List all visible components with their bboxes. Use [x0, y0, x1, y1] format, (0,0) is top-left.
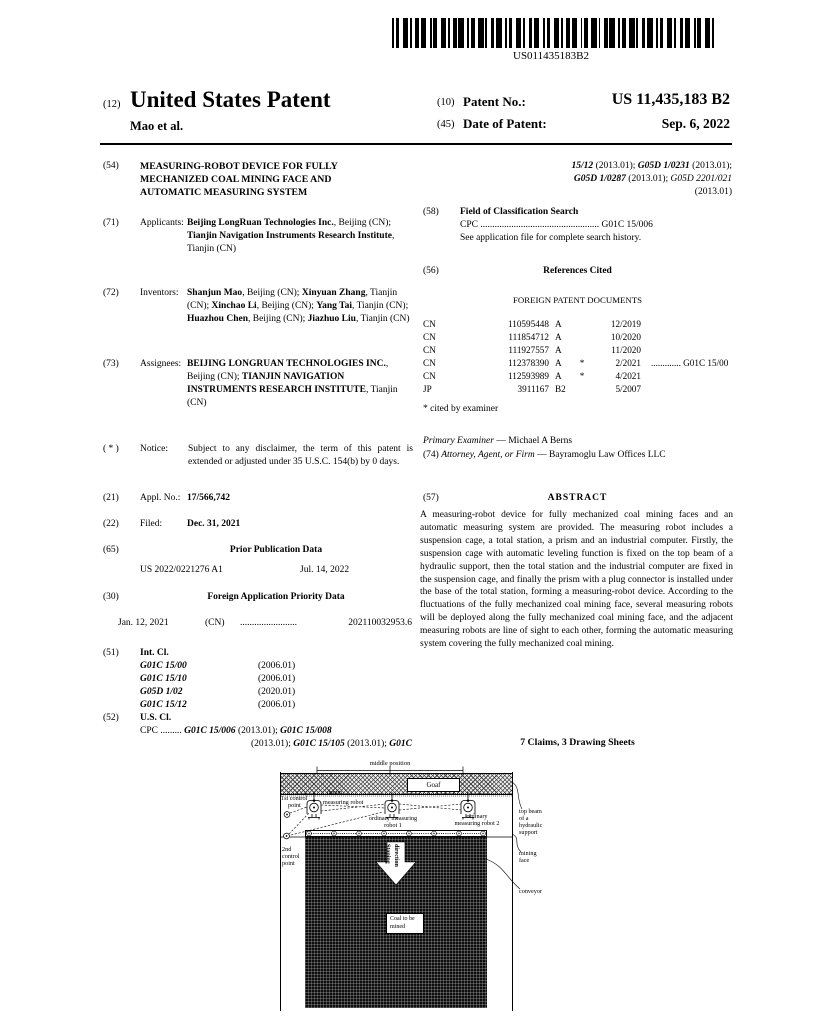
- coal-to-be-mined-box: [386, 913, 424, 934]
- document-title: United States Patent: [130, 87, 331, 112]
- doc-date: 10/2020: [610, 332, 641, 342]
- tag-22: (22): [103, 519, 119, 529]
- filed-label: Filed:: [140, 519, 163, 529]
- notice-text: Subject to any disclaimer, the term of this patent is extended or adjusted under 35 U.S.C. 154(b) by 0 days.: [188, 444, 413, 467]
- doc-class: [641, 344, 732, 357]
- date-of-patent-label: Date of Patent:: [463, 116, 547, 131]
- priority-country: (CN): [205, 618, 225, 628]
- top-beam-label: [519, 808, 542, 836]
- second-control-line-3: point: [282, 860, 295, 867]
- foreign-doc-row: [423, 344, 732, 357]
- doc-number: 111927557: [508, 345, 549, 355]
- prior-pub-number: US 2022/0221276 A1: [140, 565, 223, 575]
- field-search-heading: Field of Classification Search: [460, 207, 579, 217]
- tag-56: (56): [423, 266, 439, 276]
- ordinary-1-line-1: ordinary measuring: [368, 815, 418, 822]
- doc-country: CN: [423, 358, 436, 368]
- header-divider: [100, 143, 732, 145]
- doc-kind: A: [555, 371, 562, 381]
- inventors-text: Shanjun Mao, Beijing (CN); Xinyuan Zhang, Tianjin (CN); Xinchao Li, Beijing (CN); Yang Tai, Tianjin (CN); Huazhou Chen, Beijing (CN); Jiazhuo Liu, Tianjin (CN): [187, 288, 410, 324]
- ordinary-1-line-2: robot 1: [384, 822, 402, 829]
- foreign-docs-heading: FOREIGN PATENT DOCUMENTS: [512, 295, 643, 305]
- foreign-doc-row: [423, 331, 732, 344]
- ordinary-2-line-1: ordinary: [466, 813, 488, 820]
- first-control-line-1: 1st control: [281, 795, 308, 802]
- tag-73: (73): [103, 359, 119, 369]
- ordinary-robot-2-label: [447, 813, 507, 827]
- doc-class: [641, 370, 732, 383]
- tag-58: (58): [423, 207, 439, 217]
- patent-no-label: Patent No.:: [463, 94, 526, 109]
- appl-no-section: [140, 492, 414, 505]
- int-cl-row: [140, 660, 412, 673]
- tag-72: (72): [103, 288, 119, 298]
- measuring-robot-label: measuring robot: [323, 798, 364, 806]
- int-cl-heading: Int. Cl.: [140, 648, 169, 658]
- title-line-2: MECHANIZED COAL MINING FACE AND: [140, 174, 332, 185]
- top-beam-line-1: top beam: [519, 808, 542, 815]
- top-beam-line-2: of a: [519, 815, 529, 822]
- doc-number: 112593989: [507, 371, 549, 381]
- us-cl-heading: U.S. Cl.: [140, 713, 172, 723]
- cpc-cont-line-2: G05D 1/0287 (2013.01); G05D 2201/021: [573, 174, 732, 184]
- patent-no-value: US 11,435,183 B2: [611, 91, 730, 108]
- ordinary-robot-1-label: [361, 815, 425, 829]
- title-line-1: MEASURING-ROBOT DEVICE FOR FULLY: [140, 161, 338, 172]
- assignees-label: Assignees:: [140, 359, 182, 369]
- abstract-heading: ABSTRACT: [547, 493, 608, 503]
- field-search-cpc: CPC .................................................. G01C 15/006: [460, 220, 653, 230]
- ordinary-2-line-2: measuring robot 2: [454, 820, 500, 827]
- doc-country: JP: [423, 384, 432, 394]
- doc-class: [641, 331, 732, 344]
- cpc-cont-line-3: (2013.01): [694, 187, 732, 197]
- doc-date: 11/2020: [611, 345, 641, 355]
- invention-title: [140, 160, 415, 199]
- us-cl-line-2: (2013.01); G01C 15/105 (2013.01); G01C: [251, 739, 412, 749]
- second-control-line-2: control: [282, 853, 300, 860]
- cited-by-examiner-note: * cited by examiner: [423, 404, 499, 414]
- doc-star: *: [579, 358, 585, 368]
- doc-star: [575, 344, 589, 357]
- mining-face-label: [519, 850, 537, 864]
- tag-30: (30): [103, 592, 119, 602]
- filed-section: [140, 518, 414, 531]
- filed-value: Dec. 31, 2021: [187, 519, 241, 529]
- top-beam-line-3: hydraulic: [519, 822, 543, 829]
- int-cl-date: (2006.01): [258, 674, 296, 684]
- doc-star: [575, 318, 589, 331]
- int-cl-date: (2006.01): [258, 661, 296, 671]
- doc-kind: A: [555, 332, 562, 342]
- field-search-note: See application file for complete search history.: [460, 233, 642, 243]
- title-line-3: AUTOMATIC MEASURING SYSTEM: [140, 187, 308, 198]
- foreign-doc-row: [423, 370, 732, 383]
- inventors-label: Inventors:: [140, 288, 179, 298]
- priority-number: 202110032953.6: [348, 618, 412, 628]
- int-cl-date: (2006.01): [258, 700, 296, 710]
- tag-51: (51): [103, 648, 119, 658]
- doc-kind: A: [555, 345, 562, 355]
- coal-label-line-1: Coal to be: [390, 916, 415, 922]
- doc-kind: B2: [555, 384, 566, 394]
- cpc-cont-line-1: 15/12 (2013.01); G05D 1/0231 (2013.01);: [571, 161, 732, 171]
- foreign-doc-row: [423, 318, 732, 331]
- doc-number: 3911167: [517, 384, 549, 394]
- tag-21: (21): [103, 493, 119, 503]
- assignees-section: [140, 358, 414, 410]
- stoping-direction-label: [383, 844, 400, 884]
- mining-face-line-2: face: [519, 857, 530, 864]
- applicants-label: Applicants:: [140, 218, 184, 228]
- doc-class: [641, 318, 732, 331]
- notice-label: Notice:: [140, 444, 168, 454]
- figure-1: [279, 762, 552, 1014]
- tag-65: (65): [103, 545, 119, 555]
- tag-52: (52): [103, 713, 119, 723]
- tag-54: (54): [103, 161, 119, 171]
- barcode-number: US011435183B2: [513, 50, 589, 62]
- conveyor-label: conveyor: [519, 888, 543, 895]
- doc-kind: A: [555, 319, 562, 329]
- figure-linework: [279, 762, 552, 1014]
- doc-star: [575, 383, 589, 396]
- priority-date: Jan. 12, 2021: [118, 618, 169, 628]
- prior-pub-date: Jul. 14, 2022: [300, 565, 350, 575]
- doc-country: CN: [423, 332, 436, 342]
- doc-date: 4/2021: [615, 371, 641, 381]
- int-cl-code: G01C 15/00: [140, 661, 187, 671]
- mining-face-line-1: mining: [519, 850, 537, 857]
- top-beam-line-4: support: [519, 829, 538, 836]
- foreign-doc-row: [423, 357, 732, 370]
- doc-class: ............. G01C 15/00: [651, 358, 729, 368]
- int-cl-code: G05D 1/02: [140, 687, 183, 697]
- primary-examiner-line: Primary Examiner — Michael A Berns: [423, 436, 573, 446]
- coal-label-line-2: mined: [390, 923, 405, 930]
- doc-number: 111854712: [508, 332, 549, 342]
- tag-45: (45): [437, 119, 455, 130]
- int-cl-row: [140, 686, 412, 699]
- direction-word: direction: [393, 844, 399, 867]
- kind-code-12: (12): [103, 99, 121, 110]
- tag-10: (10): [437, 97, 455, 108]
- foreign-doc-row: [423, 383, 732, 396]
- tag-57: (57): [423, 493, 439, 503]
- stoping-word: Stoping: [384, 844, 391, 864]
- us-cl-line-1: CPC ......... G01C 15/006 (2013.01); G01C 15/008: [140, 726, 332, 736]
- tag-notice: ( * ): [103, 444, 119, 454]
- doc-country: CN: [423, 319, 436, 329]
- doc-number: 110595448: [507, 319, 549, 329]
- second-control-line-1: 2nd: [282, 846, 292, 853]
- appl-no-value: 17/566,742: [187, 493, 231, 503]
- doc-star: *: [579, 371, 585, 381]
- assignees-text: BEIJING LONGRUAN TECHNOLOGIES INC., Beijing (CN); TIANJIN NAVIGATION INSTRUMENTS RESEARCH INSTITUTE, Tianjin (CN): [187, 359, 398, 408]
- barcode: [392, 18, 714, 48]
- inventors-section: [140, 287, 414, 326]
- middle-position-label: middle position: [369, 760, 411, 767]
- int-cl-date: (2020.01): [258, 687, 296, 697]
- priority-dots: ........................: [240, 618, 297, 628]
- doc-date: 12/2019: [610, 319, 641, 329]
- first-control-line-2: point: [288, 802, 301, 809]
- int-cl-code: G01C 15/10: [140, 674, 187, 684]
- doc-date: 2/2021: [615, 358, 641, 368]
- goaf-box: Goaf: [407, 778, 460, 792]
- int-cl-code: G01C 15/12: [140, 700, 187, 710]
- int-cl-row: [140, 673, 412, 686]
- foreign-docs-table: [423, 318, 732, 396]
- second-control-point-label: [282, 846, 300, 867]
- datum-robot-label: datum: [327, 790, 342, 796]
- tag-71: (71): [103, 218, 119, 228]
- doc-class: [641, 383, 732, 396]
- prior-pub-heading: Prior Publication Data: [229, 545, 323, 555]
- abstract-text: A measuring-robot device for fully mechanized coal mining faces and an automatic measuring system are provided. The measuring robot includes a suspension cage, a total station, a prism and an industrial computer. Firstly, the suspension cage with automatic leveling function is fixed on the top beam of a hydraulic support, then the total station and the industrial computer are fixed in the suspension cage, and finally the prism with a plug connector is installed under the base of the total station, forming a measuring-robot device. According to the fluctuations of the fully mechanized coal mining face, several measuring robots will be deployed along the fully mechanized coal mining face, and the adjacent measuring robots are line of sight to each other, forming the automatic measuring system covering the fully mechanized coal mining.: [420, 510, 733, 650]
- doc-country: CN: [423, 371, 436, 381]
- doc-country: CN: [423, 345, 436, 355]
- date-of-patent-value: Sep. 6, 2022: [661, 116, 730, 131]
- attorney-line: (74) Attorney, Agent, or Firm — Bayramoglu Law Offices LLC: [423, 450, 666, 460]
- foreign-priority-heading: Foreign Application Priority Data: [207, 592, 345, 602]
- applicants-text: Beijing LongRuan Technologies Inc., Beijing (CN); Tianjin Navigation Instruments Research Institute, Tianjin (CN): [187, 218, 395, 254]
- int-cl-table: [140, 660, 412, 712]
- appl-no-label: Appl. No.:: [140, 493, 181, 503]
- first-control-point-label: [281, 795, 307, 809]
- references-heading: References Cited: [543, 266, 612, 276]
- doc-kind: A: [555, 358, 562, 368]
- doc-date: 5/2007: [615, 384, 641, 394]
- doc-star: [575, 331, 589, 344]
- inventor-short: Mao et al.: [130, 119, 184, 133]
- applicants-section: [140, 217, 414, 256]
- claims-sheets-line: 7 Claims, 3 Drawing Sheets: [520, 737, 635, 748]
- doc-number: 112378390: [507, 358, 549, 368]
- int-cl-row: [140, 699, 412, 712]
